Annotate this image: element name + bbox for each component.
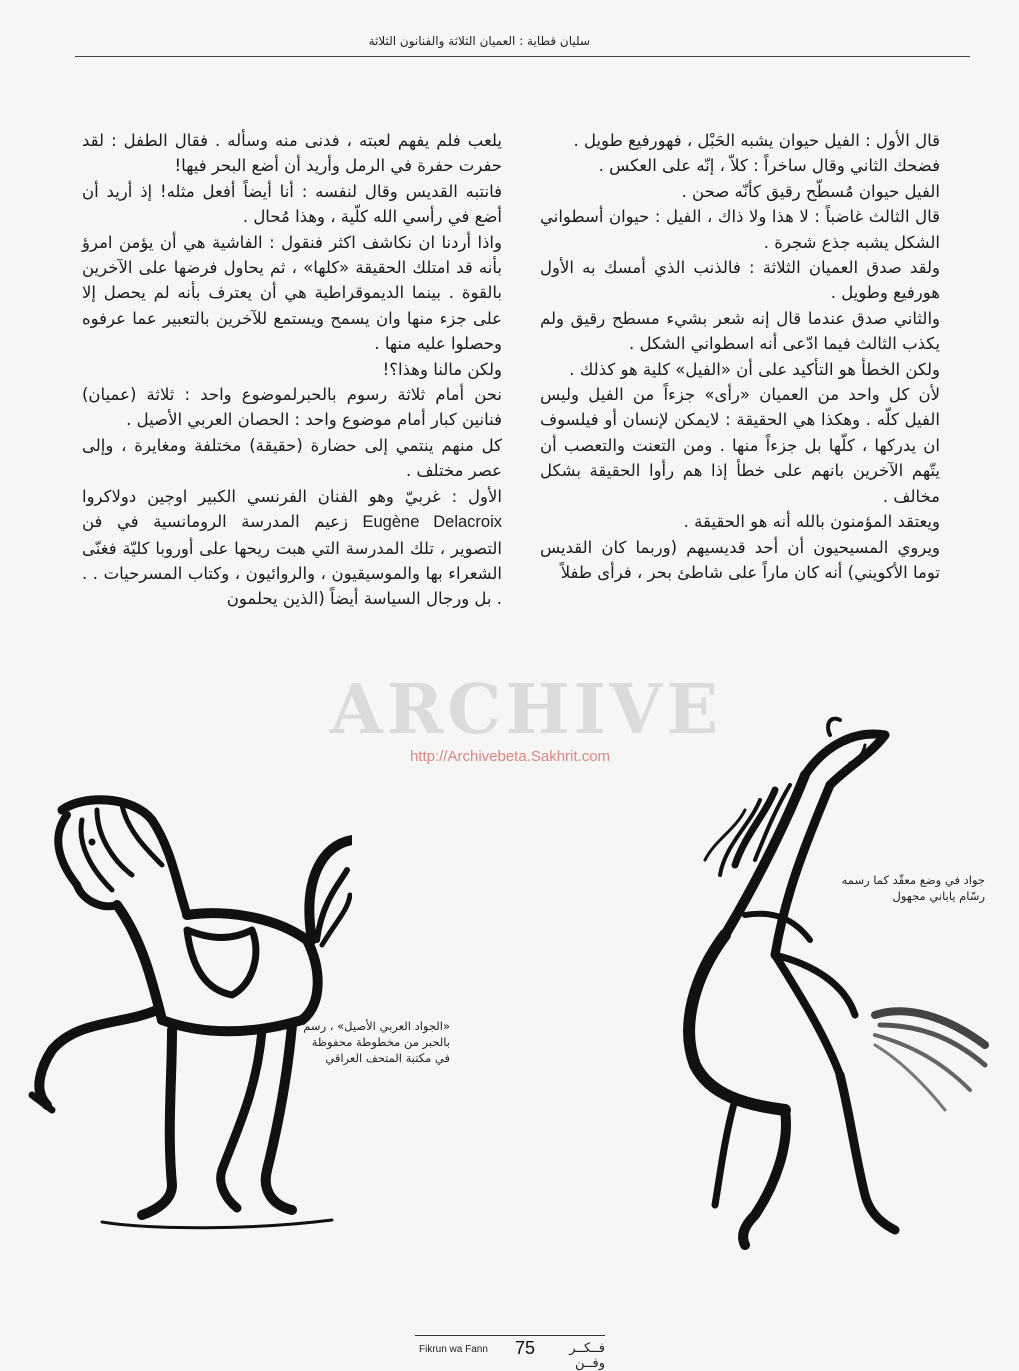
arabian-horse-drawing (22, 790, 352, 1240)
paragraph: لأن كل واحد من العميان «رأى» جزءاً من الفيل وليس الفيل كلّه . وهكذا هي الحقيقة : لايمكن لإنسان أو فيلسوف ان يدركها ، كلّها بل جزءاً منها . ومن التعنت والتعصب أن يتّهم الآخرين بانهم على خطأ إذا هم رأوا الحقيقة بشكل مخالف . (540, 385, 940, 506)
paragraph: ولقد صدق العميان الثلاثة : فالذنب الذي أمسك به الأول هورفيع وطويل . (540, 258, 940, 303)
paragraph: نحن أمام ثلاثة رسوم بالحبرلموضوع واحد : ثلاثة (عميان) فنانين كبار أمام موضوع واحد : الحصان العربي الأصيل . (82, 385, 502, 430)
paragraph: قال الأول : الفيل حيوان يشبه الحَبْل ، فهورفيع طويل . (573, 131, 940, 150)
paragraph-delacroix (82, 484, 502, 612)
paragraph: ولكن الخطأ هو التأكيد على أن «الفيل» كلية هو كذلك . (569, 359, 940, 379)
paragraph: فانتبه القديس وقال لنفسه : أنا أيضاً أفعل مثله! إذ أريد أن أضع في رأسي الله كلّية ، وهذا مُحال . (82, 181, 502, 227)
paragraph-text: زعيم المدرسة الرومانسية في فن التصوير ، تلك المدرسة التي هبت ريحها على أوروبا كليّة فغنّى الشعراء بها والموسيقيون ، والروائيون ، وكتاب المسرحيات . . . بل ورجال السياسة أيضاً (الذين يحلمون (82, 512, 502, 609)
page-footer (415, 1335, 605, 1371)
paragraph: والثاني صدق عندما قال إنه شعر بشيء مسطح رقيق ولم يكذب الثالث فيما ادّعى أنه اسطواني الشكل . (540, 308, 940, 354)
left-text-column (82, 128, 502, 612)
watermark-url: http://Archivebeta.Sakhrit.com (409, 748, 611, 765)
paragraph: كل منهم ينتمي إلى حضارة (حقيقة) مختلفة ومغايرة ، وإلى عصر مختلف . (82, 435, 502, 481)
right-figure-caption: جواد في وضع معقّد كما رسمه رسّام ياباني مجهول (841, 873, 985, 903)
latin-name: Eugène Delacroix (362, 513, 502, 532)
japanese-horse-drawing (625, 715, 1000, 1275)
paragraph: يلعب فلم يفهم لعبته ، فدنى منه وسأله . فقال الطفل : لقد حفرت حفرة في الرمل وأريد أن أضع البحر فيها! (82, 131, 502, 176)
page-number: 75 (515, 1338, 536, 1358)
paragraph: الفيل حيوان مُسطّح رقيق كأنّه صحن . (681, 181, 940, 201)
running-title: سليان قطاية : العميان الثلاثة والفنانون الثلاثة (368, 34, 590, 48)
magazine-name-en: Fikrun wa Fann (419, 1344, 488, 1355)
paragraph: قال الثالث غاضباً : لا هذا ولا ذاك ، الفيل : حيوان أسطواني الشكل يشبه جذع شجرة . (540, 207, 940, 252)
right-text-column (540, 128, 940, 585)
running-header (75, 30, 970, 57)
paragraph: ويروي المسيحيون أن أحد قديسيهم (وربما كان القديس توما الأكويني) أنه كان ماراً على شاطئ بحر ، فرأى طفلاً (540, 537, 940, 582)
paragraph: ويعتقد المؤمنون بالله أنه هو الحقيقة . (683, 512, 940, 532)
watermark-text: ARCHIVE (330, 670, 723, 750)
magazine-name-ar: فــكــر وفــن (569, 1341, 605, 1371)
paragraph: ولكن مالنا وهذا؟! (382, 359, 502, 379)
left-figure-caption: «الجواد العربي الأصيل» ، رسم بالحبر من مخطوطة محفوظة في مكتبة المتحف العراقي (303, 1019, 450, 1065)
paragraph: واذا أردنا ان نكاشف اكثر فنقول : الفاشية هي أن يؤمن امرؤ بأنه قد امتلك الحقيقة «كلها» ، ثم يحاول فرضها على الآخرين بالقوة . بينما الديموقراطية هي أن يعترف بأنه لم يحصل إلا على جزء منها وان يسمح ويستمع للآخرين بالتعبير عما عرفوه وحصلوا عليه منها . (82, 232, 502, 354)
paragraph-text: الأول : غربيّ وهو الفنان الفرنسي الكبير اوجين دولاكروا (82, 486, 502, 506)
paragraph: فضحك الثاني وقال ساخراً : كلاّ ، إنّه على العكس . (598, 156, 940, 176)
